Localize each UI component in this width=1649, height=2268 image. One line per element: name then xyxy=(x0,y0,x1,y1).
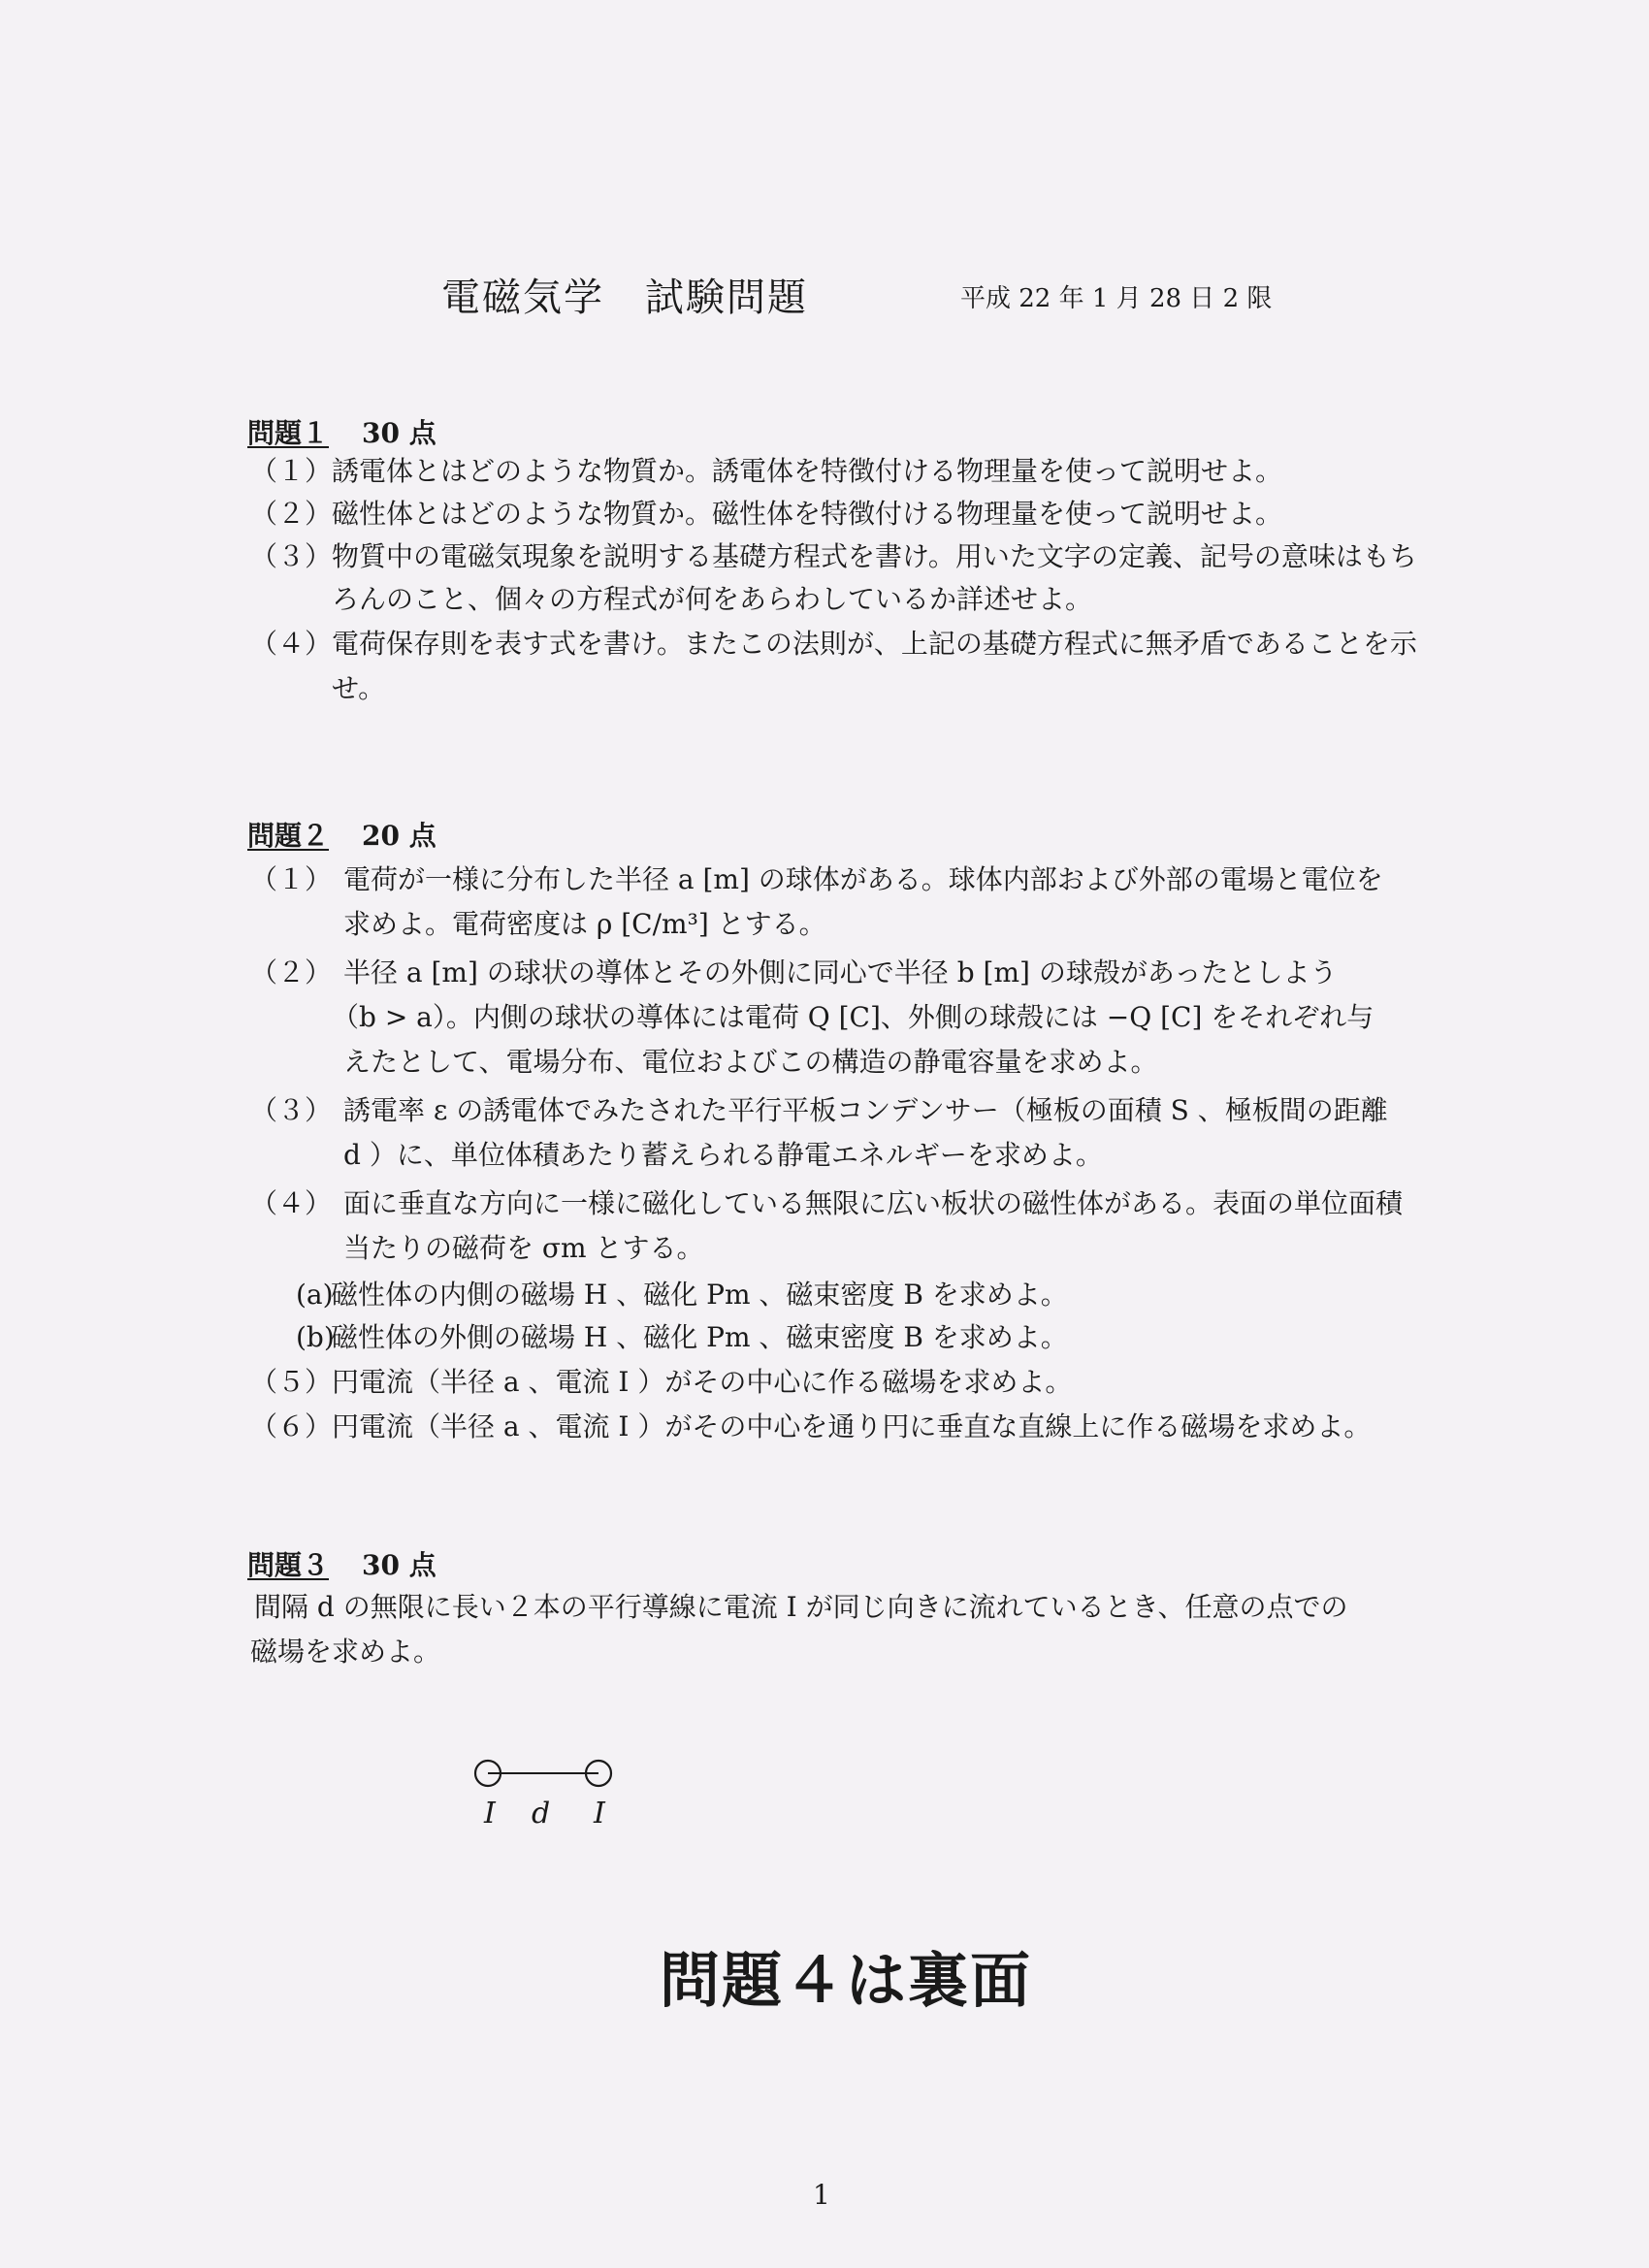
problem2-subitem-b: (b)磁性体の外側の磁場 H 、磁化 Pm 、磁束密度 B を求めよ。 xyxy=(296,1321,1068,1353)
problem2-item-3-cont: d ）に、単位体積あたり蓄えられる静電エネルギーを求めよ。 xyxy=(343,1139,1103,1171)
problem2-item-2-cont-1: （b > a）。内側の球状の導体には電荷 Q [C]、外側の球殻には −Q [C] をそれぞれ与 xyxy=(332,1001,1374,1033)
problem2-item-3: （３） 誘電率 ε の誘電体でみたされた平行平板コンデンサー（極板の面積 S 、極板間の距離 xyxy=(250,1094,1388,1126)
diagram-label-distance: d xyxy=(532,1797,551,1831)
problem2-item-2: （２） 半径 a [m] の球状の導体とその外側に同心で半径 b [m] の球殻があったとしよう xyxy=(250,956,1338,988)
problem3-points: 30 点 xyxy=(362,1549,436,1581)
problem2-heading xyxy=(247,815,436,854)
problem2-item-2-cont-2: えたとして、電場分布、電位およびこの構造の静電容量を求めよ。 xyxy=(343,1046,1158,1078)
problem1-heading xyxy=(247,412,436,451)
diagram-label-right-current: I xyxy=(594,1797,605,1831)
problem1-points: 30 点 xyxy=(362,417,436,449)
bleed-through-mark xyxy=(1397,274,1420,308)
problem2-item-4-cont: 当たりの磁荷を σm とする。 xyxy=(343,1232,704,1264)
problem2-item-1: （１） 電荷が一様に分布した半径 a [m] の球体がある。球体内部および外部の電場と電位を xyxy=(250,863,1383,895)
problem1-item-2: （２）磁性体とはどのような物質か。磁性体を特徴付ける物理量を使って説明せよ。 xyxy=(250,498,1283,530)
problem1-item-1: （１）誘電体とはどのような物質か。誘電体を特徴付ける物理量を使って説明せよ。 xyxy=(250,455,1283,487)
problem2-item-5: （５）円電流（半径 a 、電流 I ）がその中心に作る磁場を求めよ。 xyxy=(250,1366,1073,1398)
problem3-text-line-1: 間隔 d の無限に長い２本の平行導線に電流 I が同じ向きに流れているとき、任意の点での xyxy=(254,1591,1348,1623)
problem3-heading xyxy=(247,1544,436,1583)
back-side-note: 問題４は裏面 xyxy=(660,1945,1033,2016)
problem1-item-4-cont: せ。 xyxy=(332,672,386,704)
page-number: 1 xyxy=(813,2179,830,2211)
diagram-label-left-current: I xyxy=(484,1797,496,1831)
page-title: 電磁気学 試験問題 xyxy=(441,275,808,320)
problem3-text-line-2: 磁場を求めよ。 xyxy=(250,1636,441,1668)
problem3-label: 問題３ xyxy=(247,1549,330,1581)
problem1-item-3: （３）物質中の電磁気現象を説明する基礎方程式を書け。用いた文字の定義、記号の意味はもち xyxy=(250,540,1417,572)
problem1-item-3-cont: ろんのこと、個々の方程式が何をあらわしているか詳述せよ。 xyxy=(332,583,1093,615)
problem2-label: 問題２ xyxy=(247,820,330,852)
problem1-label: 問題１ xyxy=(247,417,330,449)
problem2-subitem-a: (a)磁性体の内側の磁場 H 、磁化 Pm 、磁束密度 B を求めよ。 xyxy=(296,1279,1068,1311)
problem2-points: 20 点 xyxy=(362,820,436,852)
problem2-item-4: （４） 面に垂直な方向に一様に磁化している無限に広い板状の磁性体がある。表面の単位面積 xyxy=(250,1187,1404,1219)
problem2-item-1-cont: 求めよ。電荷密度は ρ [C/m³] とする。 xyxy=(343,908,826,940)
problem1-item-4: （４）電荷保存則を表す式を書け。またこの法則が、上記の基礎方程式に無矛盾であることを示 xyxy=(250,628,1417,660)
problem2-item-6: （６）円電流（半径 a 、電流 I ）がその中心を通り円に垂直な直線上に作る磁場を求めよ。 xyxy=(250,1410,1372,1442)
exam-date: 平成 22 年 1 月 28 日 2 限 xyxy=(960,284,1273,313)
